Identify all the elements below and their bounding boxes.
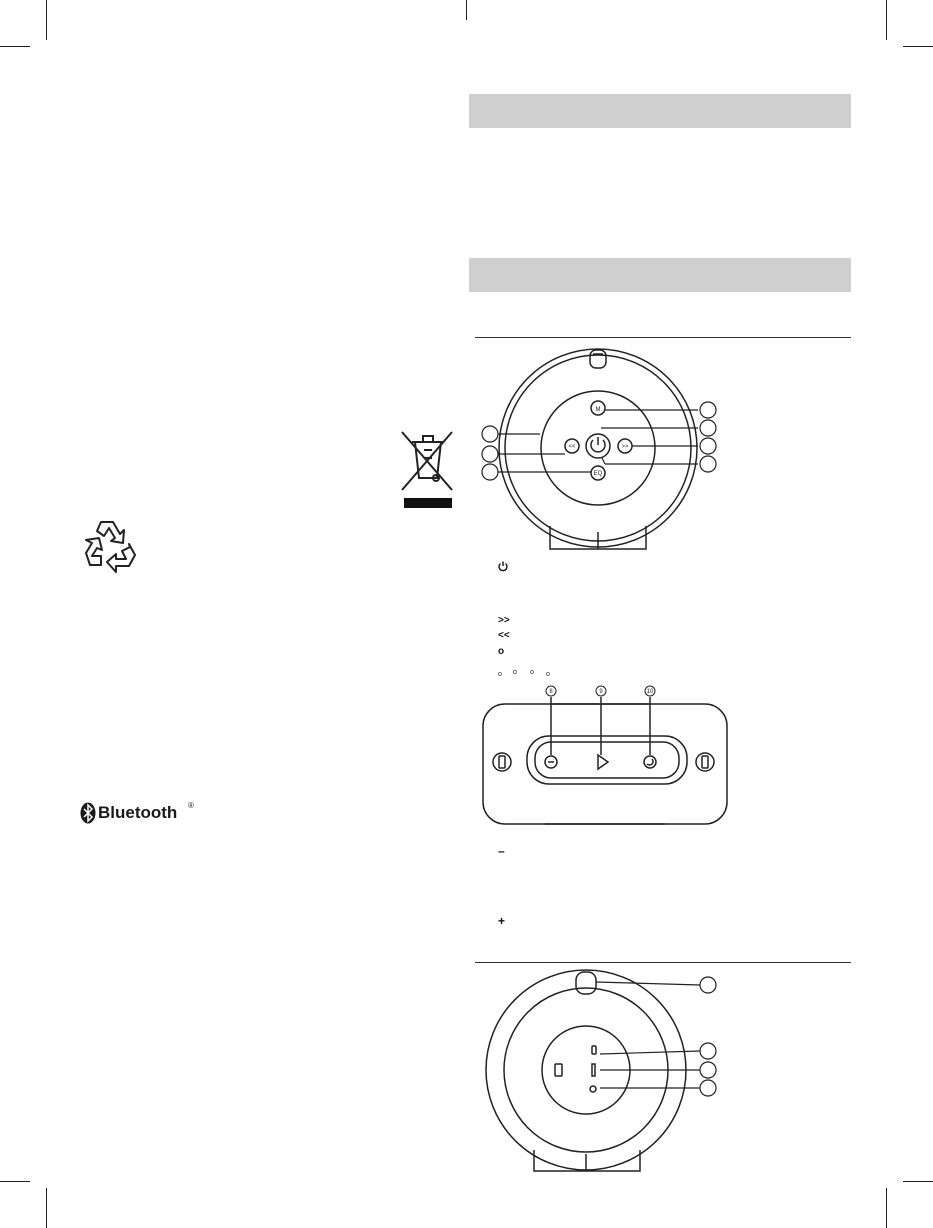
eq-dot: o bbox=[513, 669, 517, 676]
crop-mark bbox=[903, 1181, 933, 1182]
eq-dots-row bbox=[498, 669, 558, 679]
section-header-bar bbox=[469, 94, 851, 128]
bluetooth-wordmark: Bluetooth bbox=[98, 803, 178, 822]
speaker-top-view-diagram bbox=[475, 682, 740, 830]
crop-mark bbox=[0, 46, 30, 47]
eq-dot: o bbox=[530, 669, 534, 676]
plus-symbol: + bbox=[498, 914, 506, 928]
recycle-arrows-icon bbox=[80, 516, 138, 574]
crop-mark bbox=[46, 0, 47, 40]
eq-button-label: EQ bbox=[593, 471, 603, 477]
crop-mark bbox=[886, 0, 887, 40]
prev-symbol: << bbox=[498, 630, 510, 641]
callout-number: 9 bbox=[599, 689, 603, 695]
callout-number: 10 bbox=[646, 689, 654, 695]
callout-number: 8 bbox=[549, 689, 553, 695]
eq-dot: o bbox=[546, 671, 550, 678]
minus-symbol: – bbox=[498, 844, 505, 858]
crop-mark bbox=[466, 0, 467, 20]
section-header-bar bbox=[469, 258, 851, 292]
prev-button-label: << bbox=[568, 444, 576, 450]
mode-button-label: M bbox=[595, 407, 601, 413]
crop-mark bbox=[0, 1181, 30, 1182]
next-button-label: >> bbox=[621, 444, 629, 450]
figure-divider bbox=[475, 962, 851, 963]
crop-mark bbox=[46, 1188, 47, 1228]
registered-mark: ® bbox=[188, 801, 194, 810]
next-symbol: >> bbox=[498, 615, 510, 626]
crop-mark bbox=[886, 1188, 887, 1228]
crossed-out-wheelie-bin-icon bbox=[398, 428, 458, 510]
figure-divider bbox=[475, 337, 851, 338]
power-icon bbox=[498, 561, 508, 571]
eq-symbol: o bbox=[498, 646, 505, 657]
speaker-front-view-diagram bbox=[480, 344, 720, 554]
eq-dot: o bbox=[498, 671, 502, 678]
bluetooth-rune-icon bbox=[80, 802, 96, 824]
crop-mark bbox=[903, 46, 933, 47]
bluetooth-logo bbox=[80, 801, 200, 827]
speaker-back-view-diagram bbox=[480, 968, 725, 1178]
